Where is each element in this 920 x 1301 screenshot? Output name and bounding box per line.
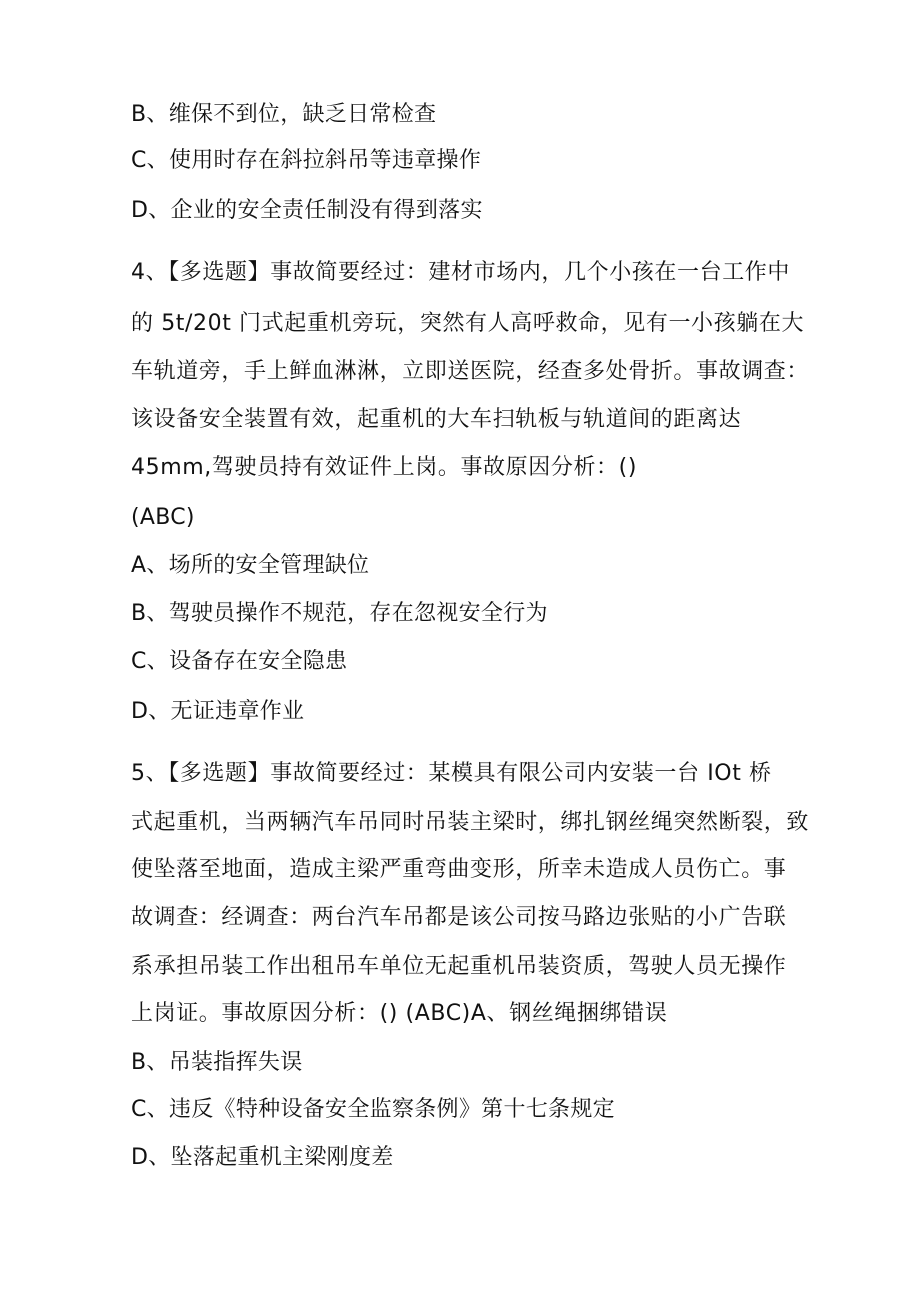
- q5-stem-line: 式起重机，当两辆汽车吊同时吊装主梁时，绑扎钢丝绳突然断裂，致: [131, 810, 810, 835]
- q5-stem-line: 上岗证。事故原因分析：() (ABC)A、钢丝绳捆绑错误: [131, 1001, 668, 1026]
- q4-option-c: C、设备存在安全隐患: [131, 649, 348, 674]
- prev-option-b: B、维保不到位，缺乏日常检查: [131, 102, 437, 127]
- q4-stem-line: 该设备安全装置有效，起重机的大车扫轨板与轨道间的距离达: [131, 407, 742, 432]
- q4-answer: (ABC): [131, 505, 195, 530]
- q4-option-d: D、无证违章作业: [131, 699, 305, 724]
- prev-option-d: D、企业的安全责任制没有得到落实: [131, 198, 483, 223]
- q4-option-b: B、驾驶员操作不规范，存在忽视安全行为: [131, 601, 548, 626]
- q5-stem-line: 5、【多选题】事故简要经过：某模具有限公司内安装一台 IOt 桥: [131, 761, 772, 786]
- prev-option-c: C、使用时存在斜拉斜吊等违章操作: [131, 148, 482, 173]
- q4-stem-line: 45mm,驾驶员持有效证件上岗。事故原因分析：(): [131, 455, 638, 480]
- q5-option-c: C、违反《特种设备安全监察条例》第十七条规定: [131, 1097, 615, 1122]
- q4-stem-line: 的 5t/20t 门式起重机旁玩，突然有人高呼救命，见有一小孩躺在大: [131, 311, 805, 336]
- q5-option-d: D、坠落起重机主梁刚度差: [131, 1145, 394, 1170]
- q4-stem-line: 4、【多选题】事故简要经过：建材市场内，几个小孩在一台工作中: [131, 260, 790, 285]
- q5-stem-line: 使坠落至地面，造成主梁严重弯曲变形，所幸未造成人员伤亡。事: [131, 857, 787, 882]
- q5-stem-line: 故调查：经调查：两台汽车吊都是该公司按马路边张贴的小广告联: [131, 905, 787, 930]
- q5-option-b: B、吊装指挥失误: [131, 1050, 303, 1075]
- q4-stem-line: 车轨道旁，手上鲜血淋淋，立即送医院，经查多处骨折。事故调查：: [131, 359, 810, 384]
- q4-option-a: A、场所的安全管理缺位: [131, 553, 370, 578]
- q5-stem-line: 系承担吊装工作出租吊车单位无起重机吊装资质，驾驶人员无操作: [131, 954, 787, 979]
